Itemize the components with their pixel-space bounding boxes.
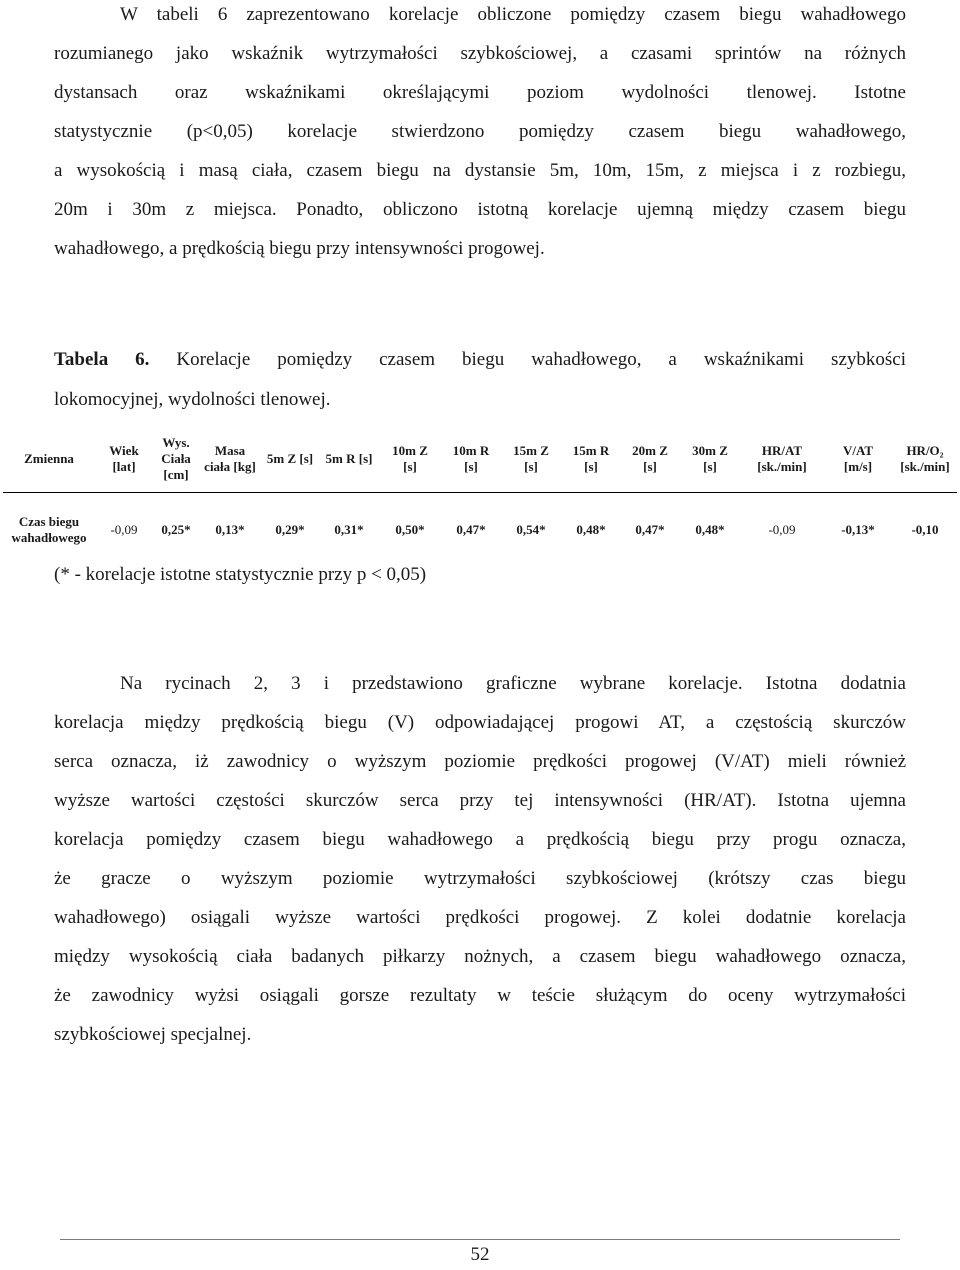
- header-cell: 10m Z [s]: [392, 443, 428, 474]
- significance-note: (* - korelacje istotne statystycznie przy p < 0,05): [54, 564, 427, 585]
- header-cell: 15m Z [s]: [513, 443, 549, 474]
- paragraph-discussion: [54, 664, 906, 1054]
- header-cell: 30m Z [s]: [692, 443, 728, 474]
- table-cell: 0,29*: [275, 522, 305, 537]
- table-cell: 0,50*: [395, 522, 425, 537]
- paragraph-line: że gracze o wyższym poziomie wytrzymałości szybkościowej (krótszy czas biegu: [54, 868, 906, 889]
- page-number: 52: [470, 1244, 490, 1265]
- paragraph-line: rozumianego jako wskaźnik wytrzymałości szybkościowej, a czasami sprintów na różnych: [54, 43, 906, 64]
- header-cell: 15m R [s]: [572, 443, 610, 474]
- table-cell: 0,47*: [635, 522, 665, 537]
- correlation-table: [3, 426, 957, 567]
- header-cell: 5m R [s]: [325, 451, 373, 466]
- paragraph-line: wyższe wartości częstości skurczów serca przy tej intensywności (HR/AT). Istotna ujemna: [54, 790, 906, 811]
- paragraph-line: szybkościowej specjalnej.: [54, 1024, 252, 1045]
- header-cell: V/AT [m/s]: [842, 443, 874, 474]
- paragraph-line: między wysokością ciała badanych piłkarzy nożnych, a czasem biegu wahadłowego oznacza,: [54, 946, 906, 967]
- row-label: Czas biegu wahadłowego: [11, 514, 87, 545]
- header-cell: Masa ciała [kg]: [204, 443, 256, 474]
- table-caption: [54, 340, 906, 420]
- table-cell: 0,47*: [456, 522, 486, 537]
- paragraph-line: statystycznie (p<0,05) korelacje stwierdzono pomiędzy czasem biegu wahadłowego,: [54, 121, 906, 142]
- footer-divider: [60, 1239, 900, 1240]
- table-cell: 0,31*: [334, 522, 364, 537]
- table-header-row: [3, 426, 957, 493]
- paragraph-line: że zawodnicy wyżsi osiągali gorsze rezultaty w teście służącym do oceny wytrzymałości: [54, 985, 906, 1006]
- paragraph-line: Na rycinach 2, 3 i przedstawiono graficzne wybrane korelacje. Istotna dodatnia: [120, 673, 906, 694]
- paragraph-intro: [54, 0, 906, 268]
- table-cell: -0,13*: [841, 522, 875, 537]
- paragraph-line: wahadłowego) osiągali wyższe wartości prędkości progowej. Z kolei dodatnie korelacja: [54, 907, 906, 928]
- table-row: [3, 493, 957, 568]
- paragraph-line: a wysokością i masą ciała, czasem biegu na dystansie 5m, 10m, 15m, z miejsca i z rozbiegu,: [54, 160, 906, 181]
- paragraph-line: W tabeli 6 zaprezentowano korelacje obliczone pomiędzy czasem biegu wahadłowego: [120, 4, 906, 25]
- table-cell: -0,09: [110, 522, 138, 537]
- paragraph-line: korelacja między prędkością biegu (V) odpowiadającej progowi AT, a częstością skurczów: [54, 712, 906, 733]
- header-cell: HR/O₂ [sk./min]: [900, 443, 950, 474]
- table-cell: -0,10: [911, 522, 939, 537]
- header-cell: Zmienna: [24, 451, 74, 466]
- paragraph-line: 20m i 30m z miejsca. Ponadto, obliczono istotną korelacje ujemną między czasem biegu: [54, 199, 906, 220]
- table-cell: 0,54*: [516, 522, 546, 537]
- table-cell: 0,25*: [161, 522, 191, 537]
- header-cell: 5m Z [s]: [266, 451, 314, 466]
- paragraph-line: wahadłowego, a prędkością biegu przy intensywności progowej.: [54, 238, 545, 259]
- header-cell: Wys. Ciała [cm]: [161, 435, 191, 482]
- caption-line-1: [54, 340, 906, 380]
- table-cell: 0,48*: [695, 522, 725, 537]
- caption-label: Tabela 6.: [54, 349, 150, 370]
- header-cell: HR/AT [sk./min]: [757, 443, 807, 474]
- header-cell: 20m Z [s]: [632, 443, 668, 474]
- header-cell: 10m R [s]: [452, 443, 490, 474]
- table-cell: 0,48*: [576, 522, 606, 537]
- table-cell: -0,09: [768, 522, 796, 537]
- caption-line-2: lokomocyjnej, wydolności tlenowej.: [54, 389, 331, 410]
- header-cell: Wiek [lat]: [109, 443, 139, 474]
- paragraph-line: serca oznacza, iż zawodnicy o wyższym poziomie prędkości progowej (V/AT) mieli również: [54, 751, 906, 772]
- paragraph-line: dystansach oraz wskaźnikami określającymi poziom wydolności tlenowej. Istotne: [54, 82, 906, 103]
- table-cell: 0,13*: [215, 522, 245, 537]
- caption-text: Korelacje pomiędzy czasem biegu wahadłowego, a wskaźnikami szybkości: [176, 349, 906, 370]
- paragraph-line: korelacja pomiędzy czasem biegu wahadłowego a prędkością biegu przy progu oznacza,: [54, 829, 906, 850]
